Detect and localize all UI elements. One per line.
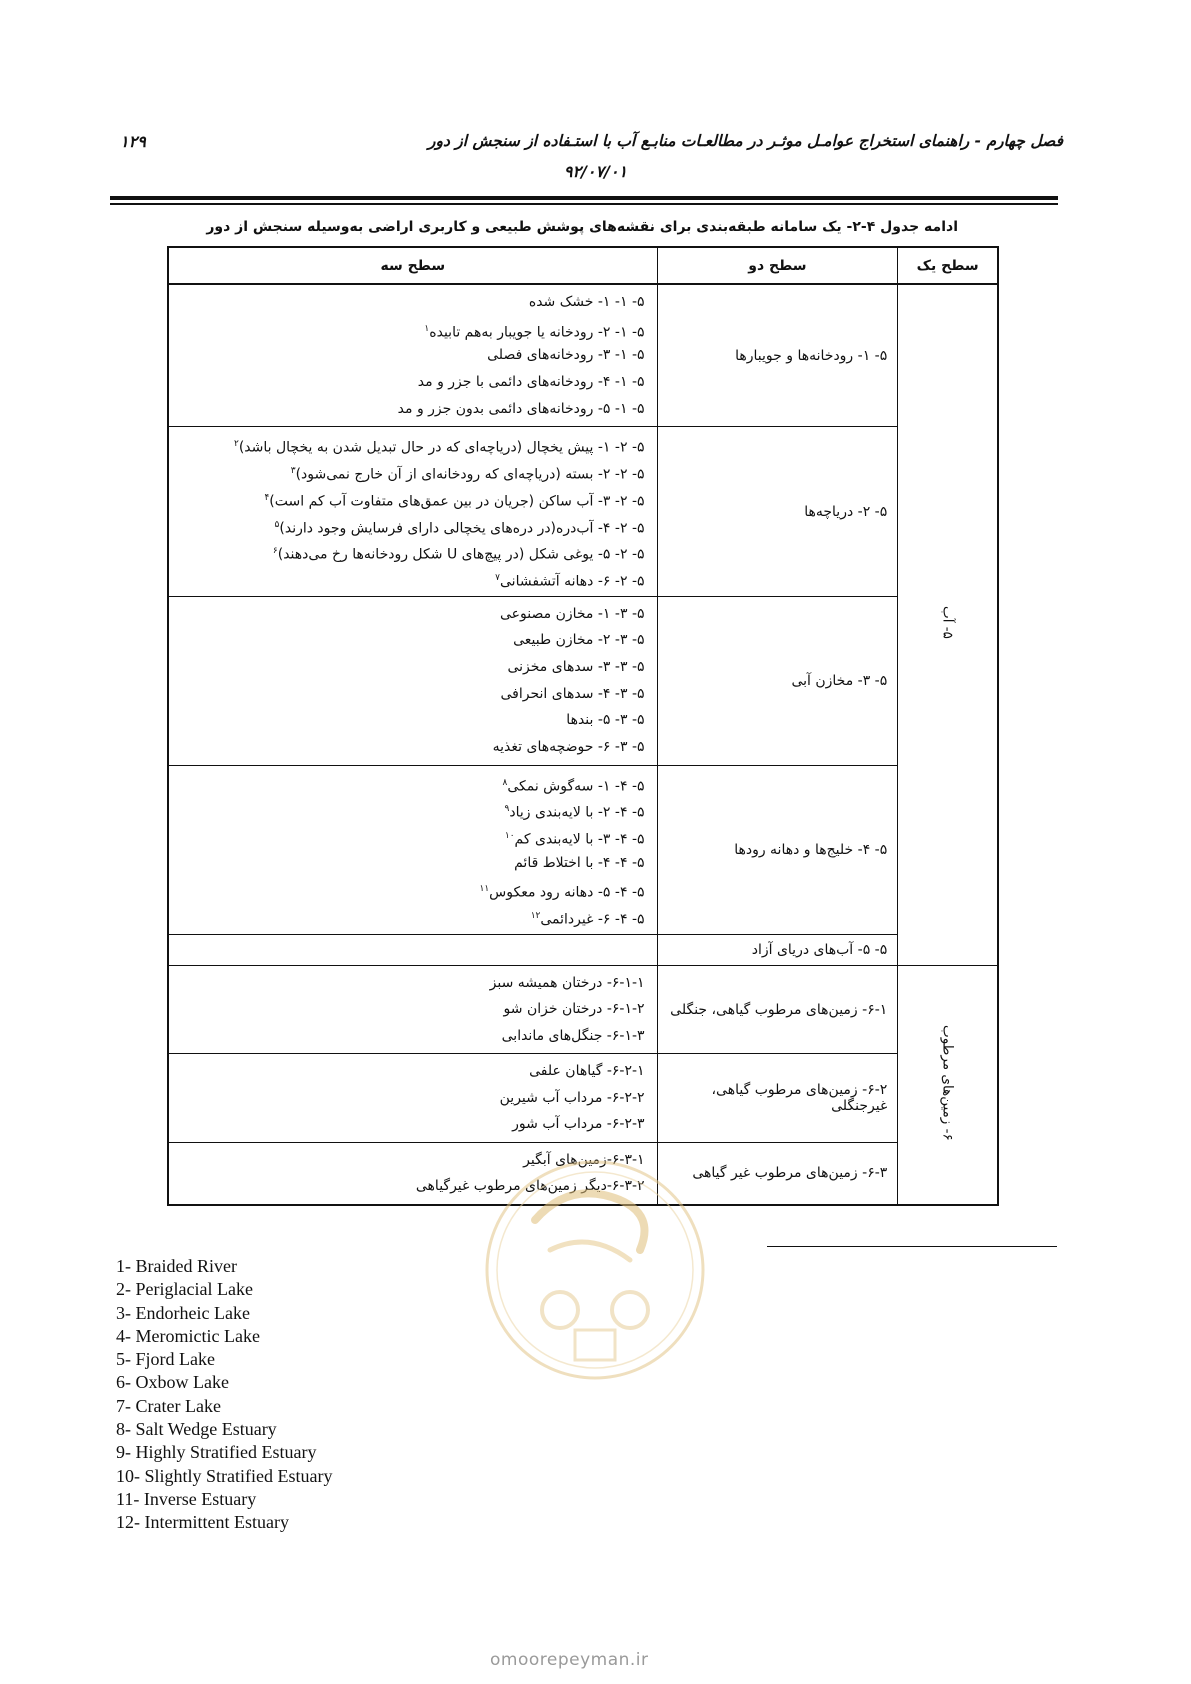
table-row: [168, 934, 998, 965]
level3-cell: [168, 934, 657, 965]
level3-item: [175, 627, 645, 654]
table-row: [168, 765, 998, 934]
header-rule-thin: [110, 203, 1058, 205]
footnote-ref: ۵: [274, 519, 280, 530]
footnote-item: 3- Endorheic Lake: [116, 1302, 250, 1323]
level3-item-text: ۵- ۳- ۴- سدهای انحرافی: [500, 685, 645, 702]
level3-item-text: ۶-۱-۱- درختان همیشه سبز: [489, 974, 645, 991]
level3-item: [175, 289, 645, 316]
page-number: ۱۲۹: [120, 132, 146, 151]
level3-item: [175, 1058, 645, 1085]
level3-item-text: ۵- ۱- ۵- رودخانه‌های دائمی بدون جزر و مد: [397, 400, 645, 417]
level3-item-text: ۶-۱-۳- جنگل‌های ماندابی: [501, 1027, 645, 1044]
level3-item-text: ۵- ۴- ۳- با لایه‌بندی کم: [514, 831, 645, 848]
level3-item-text: ۵- ۴- ۱- سه‌گوش نمکی: [507, 778, 645, 795]
level3-item: [175, 369, 645, 396]
footnote-ref: ۷: [495, 572, 500, 583]
level1-water-cell: [898, 284, 998, 965]
footnote-ref: ۱۱: [479, 884, 490, 895]
level3-cell: [168, 765, 657, 934]
level3-item-text: ۵- ۱- ۲- رودخانه یا جویبار به‌هم تابیده: [429, 324, 645, 341]
level3-item-text: ۵- ۳- ۲- مخازن طبیعی: [513, 632, 645, 649]
level3-item-text: ۵- ۱- ۳- رودخانه‌های فصلی: [487, 347, 645, 364]
table-row: [168, 965, 998, 1054]
level3-item: [175, 770, 645, 797]
level3-item: [175, 565, 645, 592]
level3-item-text: ۵- ۱- ۱- خشک شده: [528, 294, 645, 310]
footnote-item: 8- Salt Wedge Estuary: [116, 1419, 277, 1440]
level3-item-text: ۶-۲-۱- گیاهان علفی: [529, 1063, 645, 1080]
level3-item-text: ۵- ۲- ۳- آب ساکن (جریان در بین عمق‌های متفاوت آب کم است): [269, 493, 645, 510]
footnote-ref: ۱: [424, 323, 430, 334]
footnote-item: 12- Intermittent Estuary: [116, 1512, 289, 1533]
level3-item-text: ۶-۱-۲- درختان خزان شو: [503, 1001, 645, 1018]
level3-item-text: ۵- ۲- ۴- آب‌دره(در دره‌های یخچالی دارای فرسایش وجود دارند): [279, 520, 645, 537]
footnote-item: 7- Crater Lake: [116, 1395, 221, 1416]
level3-item-text: ۵- ۲- ۲- بسته (دریاچه‌ای که رودخانه‌ای از آن خارج نمی‌شود): [295, 466, 645, 483]
header-rule-thick: [110, 196, 1058, 200]
level3-item: [175, 823, 645, 850]
footnote-ref: ۴: [264, 492, 270, 503]
level3-item: [175, 734, 645, 761]
table-header-row: [168, 247, 998, 284]
classification-table: [167, 246, 999, 1206]
level3-item: [175, 707, 645, 734]
level3-item: [175, 316, 645, 343]
level3-item: [175, 903, 645, 930]
level3-item-text: ۵- ۱- ۴- رودخانه‌های دائمی با جزر و مد: [417, 374, 645, 391]
level3-item: [175, 970, 645, 997]
level3-cell: [168, 596, 657, 765]
table-caption: ادامه جدول ۴-۲- یک سامانه طبقه‌بندی برای نقشه‌های پوشش طبیعی و کاربری اراضی به‌وسیله سنجش از دور: [206, 219, 958, 235]
level3-item-text: ۵- ۲- ۱- پیش یخچال (دریاچه‌ای که در حال تبدیل شدن به یخچال باشد): [238, 440, 645, 457]
header-date: ۹۲/۰۷/۰۱: [563, 162, 628, 181]
level2-cell: ۶-۳- زمین‌های مرطوب غیر گیاهی: [657, 1142, 898, 1205]
header-level1: سطح یک: [898, 247, 998, 284]
level3-item: [175, 538, 645, 565]
level3-item: [175, 681, 645, 708]
footnote-item: 5- Fjord Lake: [116, 1349, 215, 1370]
level2-cell: ۵- ۲- دریاچه‌ها: [657, 427, 898, 596]
level3-item-text: ۶-۲-۳- مرداب آب شور: [512, 1116, 645, 1133]
level3-item-text: ۶-۲-۲- مرداب آب شیرین: [499, 1089, 645, 1106]
level3-item: [175, 601, 645, 628]
footnotes-list: [116, 1255, 332, 1535]
level2-cell: ۵- ۵- آب‌های دریای آزاد: [657, 934, 898, 965]
level3-item: [175, 485, 645, 512]
footnote-item: 2- Periglacial Lake: [116, 1279, 253, 1300]
footnote-item: 4- Meromictic Lake: [116, 1325, 260, 1346]
watermark-url: omoorepeyman.ir: [490, 1650, 649, 1670]
footnote-ref: ۸: [502, 777, 508, 788]
level3-item: [175, 850, 645, 877]
level3-item-text: ۵- ۳- ۳- سدهای مخزنی: [507, 658, 645, 675]
level2-cell: ۶-۲- زمین‌های مرطوب گیاهی، غیرجنگلی: [657, 1054, 898, 1143]
level3-item-text: ۵- ۲- ۵- یوغی شکل (در پیچ‌های U شکل رودخانه‌ها رخ می‌دهند): [277, 546, 645, 563]
level1-label: ۵- آب: [939, 606, 956, 640]
level3-item: [175, 1085, 645, 1112]
level3-item: [175, 796, 645, 823]
level3-item: [175, 654, 645, 681]
footnote-ref: ۱۲: [530, 911, 541, 922]
header-level3: سطح سه: [168, 247, 657, 284]
level3-item-text: ۵- ۴- ۲- با لایه‌بندی زیاد: [509, 805, 645, 822]
footnote-item: 1- Braided River: [116, 1256, 237, 1276]
footnote-item: 11- Inverse Estuary: [116, 1488, 257, 1509]
footnote-ref: ۹: [504, 804, 510, 815]
footnote-item: 9- Highly Stratified Estuary: [116, 1442, 317, 1463]
level2-cell: ۵- ۳- مخازن آبی: [657, 596, 898, 765]
level3-item: [175, 431, 645, 458]
level3-item-text: ۵- ۳- ۶- حوضچه‌های تغذیه: [492, 739, 645, 755]
level3-item: [175, 996, 645, 1023]
level3-item: [175, 512, 645, 539]
footnote-ref: ۶: [272, 546, 278, 557]
table-row: [168, 596, 998, 765]
footnote-ref: ۲: [233, 439, 239, 450]
level1-wetlands-cell: [898, 965, 998, 1205]
level3-item: [175, 876, 645, 903]
header-level2: سطح دو: [657, 247, 898, 284]
level3-item-text: ۵- ۳- ۵- بندها: [566, 712, 645, 729]
level2-cell: ۵- ۴- خلیج‌ها و دهانه رودها: [657, 765, 898, 934]
footnote-ref: ۱۰: [504, 831, 515, 842]
level3-item: [175, 1023, 645, 1050]
level3-item-text: ۵- ۴- ۶- غیردائمی: [540, 911, 645, 928]
level3-item-text: ۶-۳-۱-زمین‌های آبگیر: [523, 1151, 645, 1168]
level3-cell: [168, 284, 657, 427]
watermark-seal: [480, 1130, 710, 1430]
table-row: [168, 427, 998, 596]
level3-item-text: ۵- ۲- ۶- دهانه آتشفشانی: [500, 573, 645, 590]
footnote-rule: [767, 1246, 1057, 1247]
level3-item-text: ۵- ۴- ۴- با اختلاط قائم: [514, 854, 645, 871]
table-row: [168, 284, 998, 427]
level2-cell: ۶-۱- زمین‌های مرطوب گیاهی، جنگلی: [657, 965, 898, 1054]
level3-item: [175, 342, 645, 369]
footnote-item: 6- Oxbow Lake: [116, 1372, 229, 1393]
footnote-ref: ۳: [290, 466, 296, 477]
level3-item-text: ۵- ۴- ۵- دهانه رود معکوس: [489, 885, 645, 902]
chapter-title: فصل چهارم - راهنمای استخراج عوامـل موثـر در مطالعـات منابـع آب با استـفاده از سنجش از دور: [428, 132, 1063, 150]
level3-cell: [168, 965, 657, 1054]
level3-item-text: ۵- ۳- ۱- مخازن مصنوعی: [500, 605, 645, 622]
level2-cell: ۵- ۱- رودخانه‌ها و جویبارها: [657, 284, 898, 427]
level3-cell: [168, 427, 657, 596]
footnote-item: 10- Slightly Stratified Estuary: [116, 1465, 333, 1486]
level3-item: [175, 458, 645, 485]
level3-item-text: ۶-۳-۲-دیگر زمین‌های مرطوب غیرگیاهی: [415, 1178, 645, 1195]
level1-label: ۶- زمین‌های مرطوب: [939, 1024, 956, 1141]
level3-item: [175, 396, 645, 423]
